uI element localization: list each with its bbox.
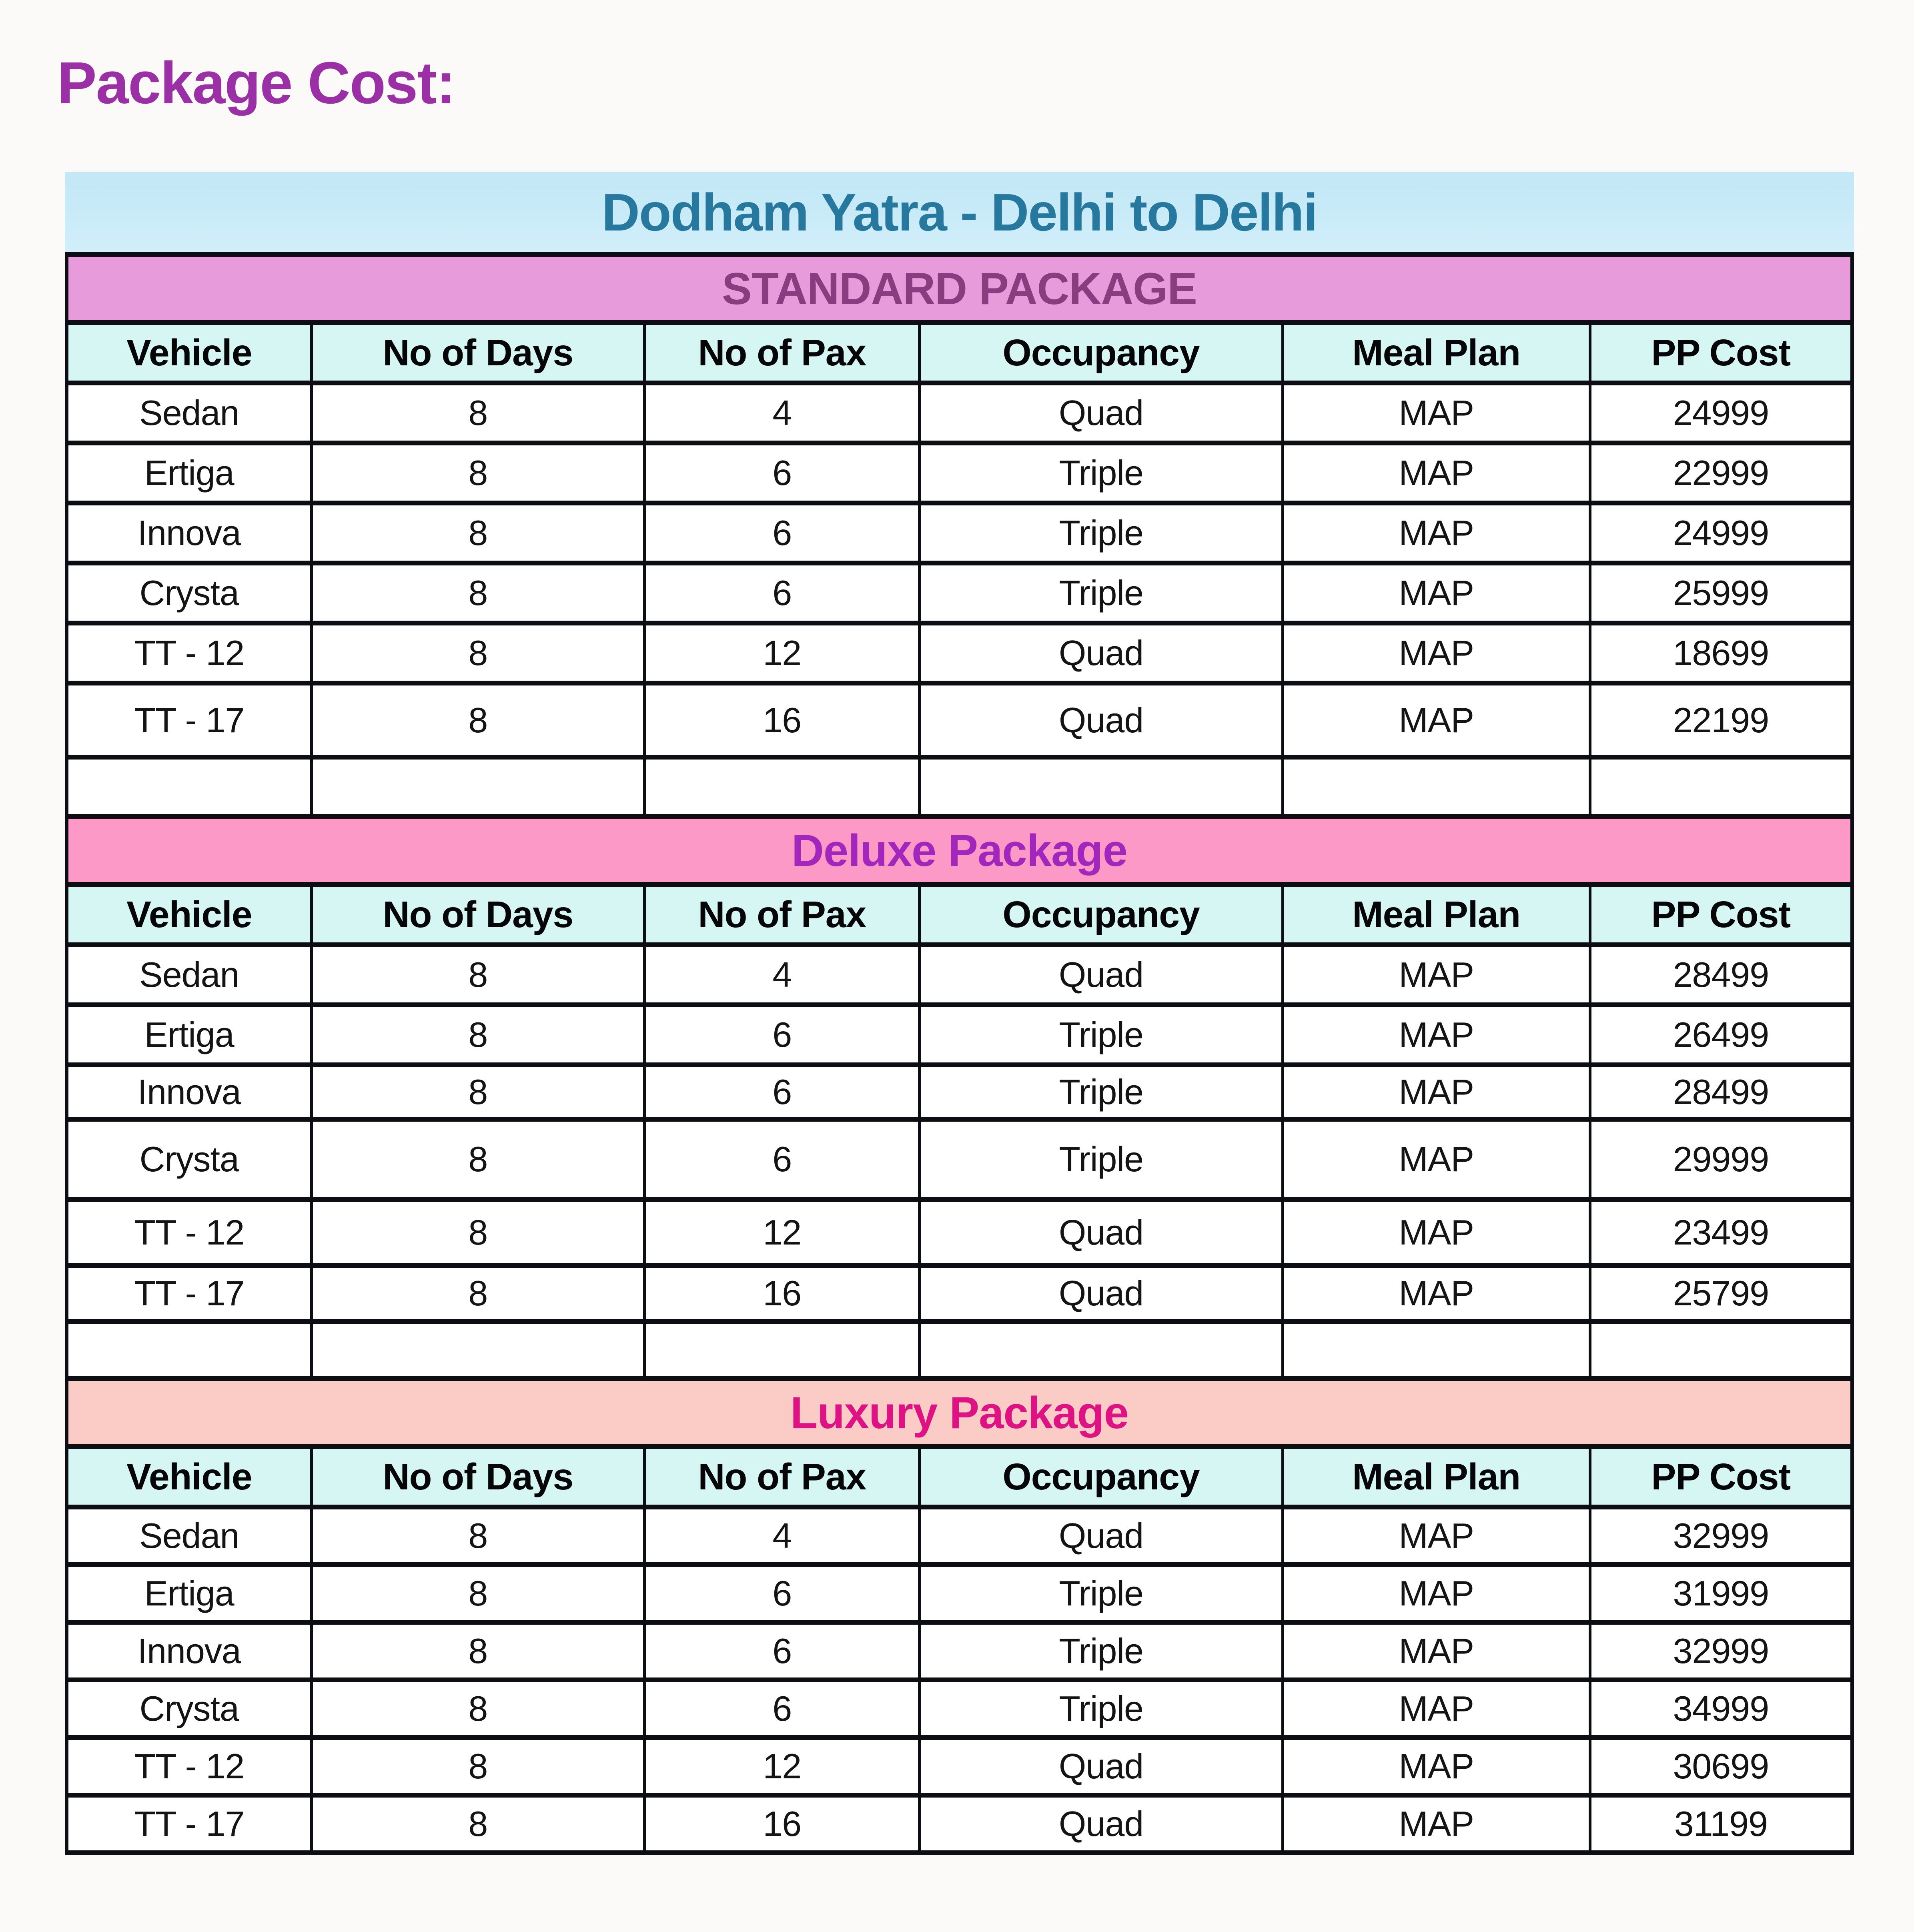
- table-row: [68, 1122, 1850, 1202]
- column-header: Meal Plan: [1281, 887, 1589, 942]
- cell-pax: 6: [643, 1007, 918, 1062]
- cell-occupancy: Triple: [918, 1625, 1281, 1677]
- cell-days: 8: [310, 1202, 643, 1263]
- cell-occupancy: Triple: [918, 1122, 1281, 1197]
- empty-row-deluxe: [68, 1324, 1850, 1381]
- cell-occupancy: Triple: [918, 565, 1281, 621]
- cell-vehicle: Sedan: [68, 947, 310, 1002]
- cell-days: 8: [310, 505, 643, 561]
- cell-meal-plan: MAP: [1281, 505, 1589, 561]
- cell-days: 8: [310, 565, 643, 621]
- cell-meal-plan: MAP: [1281, 1798, 1589, 1850]
- cell-occupancy: Quad: [918, 1509, 1281, 1562]
- section-band-deluxe: [68, 819, 1850, 887]
- table-title-row: [65, 172, 1854, 257]
- table-body: [65, 257, 1854, 1855]
- cell-meal-plan: MAP: [1281, 565, 1589, 621]
- package-cost-table: [65, 172, 1854, 1855]
- section-title-luxury: Luxury Package: [790, 1387, 1129, 1438]
- rows-luxury: [68, 1509, 1850, 1855]
- cell-days: 8: [310, 1509, 643, 1562]
- cell-pax: 6: [643, 1567, 918, 1620]
- cell-meal-plan: MAP: [1281, 625, 1589, 681]
- cell-days: 8: [310, 1067, 643, 1117]
- cell-days: 8: [310, 1122, 643, 1197]
- cell-days: 8: [310, 385, 643, 441]
- table-row: [68, 565, 1850, 625]
- empty-cell: [1589, 760, 1850, 814]
- cell-pax: 6: [643, 445, 918, 501]
- cell-meal-plan: MAP: [1281, 1740, 1589, 1793]
- cell-occupancy: Quad: [918, 1202, 1281, 1263]
- empty-cell: [1589, 1324, 1850, 1376]
- empty-cell: [310, 760, 643, 814]
- cell-pp-cost: 25999: [1589, 565, 1850, 621]
- cell-days: 8: [310, 1682, 643, 1735]
- cell-pp-cost: 32999: [1589, 1509, 1850, 1562]
- table-row: [68, 445, 1850, 505]
- cell-pp-cost: 18699: [1589, 625, 1850, 681]
- column-header-row-standard: [68, 325, 1850, 385]
- cell-pp-cost: 28499: [1589, 947, 1850, 1002]
- column-header: PP Cost: [1589, 1449, 1850, 1505]
- empty-cell: [918, 1324, 1281, 1376]
- empty-cell: [643, 1324, 918, 1376]
- empty-cell: [68, 1324, 310, 1376]
- cell-pax: 6: [643, 1682, 918, 1735]
- cell-vehicle: Crysta: [68, 1122, 310, 1197]
- column-header: PP Cost: [1589, 325, 1850, 381]
- cell-pp-cost: 28499: [1589, 1067, 1850, 1117]
- section-band-luxury: [68, 1381, 1850, 1449]
- cell-occupancy: Quad: [918, 625, 1281, 681]
- cell-pp-cost: 32999: [1589, 1625, 1850, 1677]
- table-row: [68, 1625, 1850, 1682]
- column-header: No of Pax: [643, 887, 918, 942]
- cell-pax: 16: [643, 1798, 918, 1850]
- column-header: Vehicle: [68, 1449, 310, 1505]
- cell-meal-plan: MAP: [1281, 1567, 1589, 1620]
- cell-vehicle: Innova: [68, 1067, 310, 1117]
- table-title: Dodham Yatra - Delhi to Delhi: [601, 182, 1317, 242]
- cell-meal-plan: MAP: [1281, 1268, 1589, 1319]
- table-row: [68, 1007, 1850, 1067]
- cell-vehicle: TT - 12: [68, 1202, 310, 1263]
- cell-meal-plan: MAP: [1281, 685, 1589, 755]
- cell-meal-plan: MAP: [1281, 445, 1589, 501]
- cell-occupancy: Triple: [918, 1007, 1281, 1062]
- cell-meal-plan: MAP: [1281, 1067, 1589, 1117]
- cell-meal-plan: MAP: [1281, 1682, 1589, 1735]
- table-row: [68, 385, 1850, 445]
- table-row: [68, 1202, 1850, 1268]
- column-header: No of Pax: [643, 325, 918, 381]
- cell-occupancy: Quad: [918, 1268, 1281, 1319]
- cell-days: 8: [310, 1798, 643, 1850]
- empty-cell: [918, 760, 1281, 814]
- cell-pax: 12: [643, 1740, 918, 1793]
- cell-pax: 6: [643, 1625, 918, 1677]
- cell-occupancy: Triple: [918, 1567, 1281, 1620]
- column-header: Occupancy: [918, 887, 1281, 942]
- column-header-row-deluxe: [68, 887, 1850, 947]
- cell-pp-cost: 34999: [1589, 1682, 1850, 1735]
- cell-days: 8: [310, 685, 643, 755]
- cell-meal-plan: MAP: [1281, 1509, 1589, 1562]
- cell-meal-plan: MAP: [1281, 1007, 1589, 1062]
- cell-vehicle: TT - 17: [68, 685, 310, 755]
- cell-pp-cost: 24999: [1589, 385, 1850, 441]
- cell-days: 8: [310, 1007, 643, 1062]
- column-header: No of Days: [310, 325, 643, 381]
- cell-meal-plan: MAP: [1281, 1625, 1589, 1677]
- cell-days: 8: [310, 625, 643, 681]
- cell-occupancy: Quad: [918, 947, 1281, 1002]
- cell-pax: 4: [643, 385, 918, 441]
- cell-pp-cost: 30699: [1589, 1740, 1850, 1793]
- cell-pp-cost: 24999: [1589, 505, 1850, 561]
- cell-vehicle: Crysta: [68, 1682, 310, 1735]
- cell-pax: 4: [643, 947, 918, 1002]
- table-row: [68, 1798, 1850, 1855]
- cell-vehicle: Innova: [68, 505, 310, 561]
- table-row: [68, 947, 1850, 1007]
- empty-cell: [310, 1324, 643, 1376]
- cell-vehicle: Ertiga: [68, 1007, 310, 1062]
- column-header: Vehicle: [68, 325, 310, 381]
- cell-vehicle: TT - 12: [68, 625, 310, 681]
- empty-cell: [643, 760, 918, 814]
- cell-pax: 6: [643, 505, 918, 561]
- cell-meal-plan: MAP: [1281, 947, 1589, 1002]
- rows-deluxe: [68, 947, 1850, 1324]
- cell-days: 8: [310, 445, 643, 501]
- section-title-deluxe: Deluxe Package: [792, 825, 1127, 876]
- cell-pp-cost: 26499: [1589, 1007, 1850, 1062]
- cell-occupancy: Triple: [918, 505, 1281, 561]
- cell-pax: 6: [643, 1067, 918, 1117]
- column-header: Vehicle: [68, 887, 310, 942]
- cell-vehicle: Innova: [68, 1625, 310, 1677]
- table-row: [68, 1567, 1850, 1625]
- cell-vehicle: Sedan: [68, 1509, 310, 1562]
- cell-vehicle: TT - 17: [68, 1268, 310, 1319]
- cell-meal-plan: MAP: [1281, 1122, 1589, 1197]
- page-title: Package Cost:: [57, 50, 455, 116]
- cell-occupancy: Triple: [918, 1067, 1281, 1117]
- cell-pax: 12: [643, 625, 918, 681]
- cell-pp-cost: 25799: [1589, 1268, 1850, 1319]
- column-header: Meal Plan: [1281, 1449, 1589, 1505]
- cell-meal-plan: MAP: [1281, 385, 1589, 441]
- cell-occupancy: Quad: [918, 385, 1281, 441]
- column-header: No of Days: [310, 887, 643, 942]
- table-row: [68, 1067, 1850, 1122]
- cell-occupancy: Quad: [918, 1740, 1281, 1793]
- cell-pp-cost: 22199: [1589, 685, 1850, 755]
- cell-meal-plan: MAP: [1281, 1202, 1589, 1263]
- cell-days: 8: [310, 1625, 643, 1677]
- cell-vehicle: Sedan: [68, 385, 310, 441]
- column-header: Occupancy: [918, 1449, 1281, 1505]
- cell-vehicle: Ertiga: [68, 1567, 310, 1620]
- section-band-standard: [68, 257, 1850, 325]
- cell-vehicle: TT - 12: [68, 1740, 310, 1793]
- cell-days: 8: [310, 1268, 643, 1319]
- cell-occupancy: Quad: [918, 1798, 1281, 1850]
- empty-cell: [1281, 1324, 1589, 1376]
- table-row: [68, 505, 1850, 565]
- cell-days: 8: [310, 947, 643, 1002]
- cell-vehicle: TT - 17: [68, 1798, 310, 1850]
- cell-days: 8: [310, 1567, 643, 1620]
- cell-occupancy: Triple: [918, 445, 1281, 501]
- cell-pax: 6: [643, 1122, 918, 1197]
- column-header: No of Days: [310, 1449, 643, 1505]
- section-title-standard: STANDARD PACKAGE: [722, 263, 1197, 314]
- cell-pax: 4: [643, 1509, 918, 1562]
- column-header: PP Cost: [1589, 887, 1850, 942]
- empty-row-standard: [68, 760, 1850, 819]
- rows-standard: [68, 385, 1850, 760]
- empty-cell: [1281, 760, 1589, 814]
- cell-occupancy: Quad: [918, 685, 1281, 755]
- cell-pax: 12: [643, 1202, 918, 1263]
- cell-vehicle: Ertiga: [68, 445, 310, 501]
- cell-pp-cost: 29999: [1589, 1122, 1850, 1197]
- table-row: [68, 685, 1850, 760]
- table-row: [68, 1509, 1850, 1567]
- column-header: Occupancy: [918, 325, 1281, 381]
- table-row: [68, 1682, 1850, 1740]
- table-row: [68, 625, 1850, 685]
- table-row: [68, 1740, 1850, 1798]
- cell-pax: 16: [643, 1268, 918, 1319]
- column-header: No of Pax: [643, 1449, 918, 1505]
- cell-pp-cost: 31199: [1589, 1798, 1850, 1850]
- cell-pp-cost: 31999: [1589, 1567, 1850, 1620]
- cell-vehicle: Crysta: [68, 565, 310, 621]
- cell-pp-cost: 22999: [1589, 445, 1850, 501]
- column-header: Meal Plan: [1281, 325, 1589, 381]
- column-header-row-luxury: [68, 1449, 1850, 1509]
- cell-days: 8: [310, 1740, 643, 1793]
- cell-pax: 16: [643, 685, 918, 755]
- cell-pp-cost: 23499: [1589, 1202, 1850, 1263]
- cell-pax: 6: [643, 565, 918, 621]
- table-row: [68, 1268, 1850, 1324]
- cell-occupancy: Triple: [918, 1682, 1281, 1735]
- empty-cell: [68, 760, 310, 814]
